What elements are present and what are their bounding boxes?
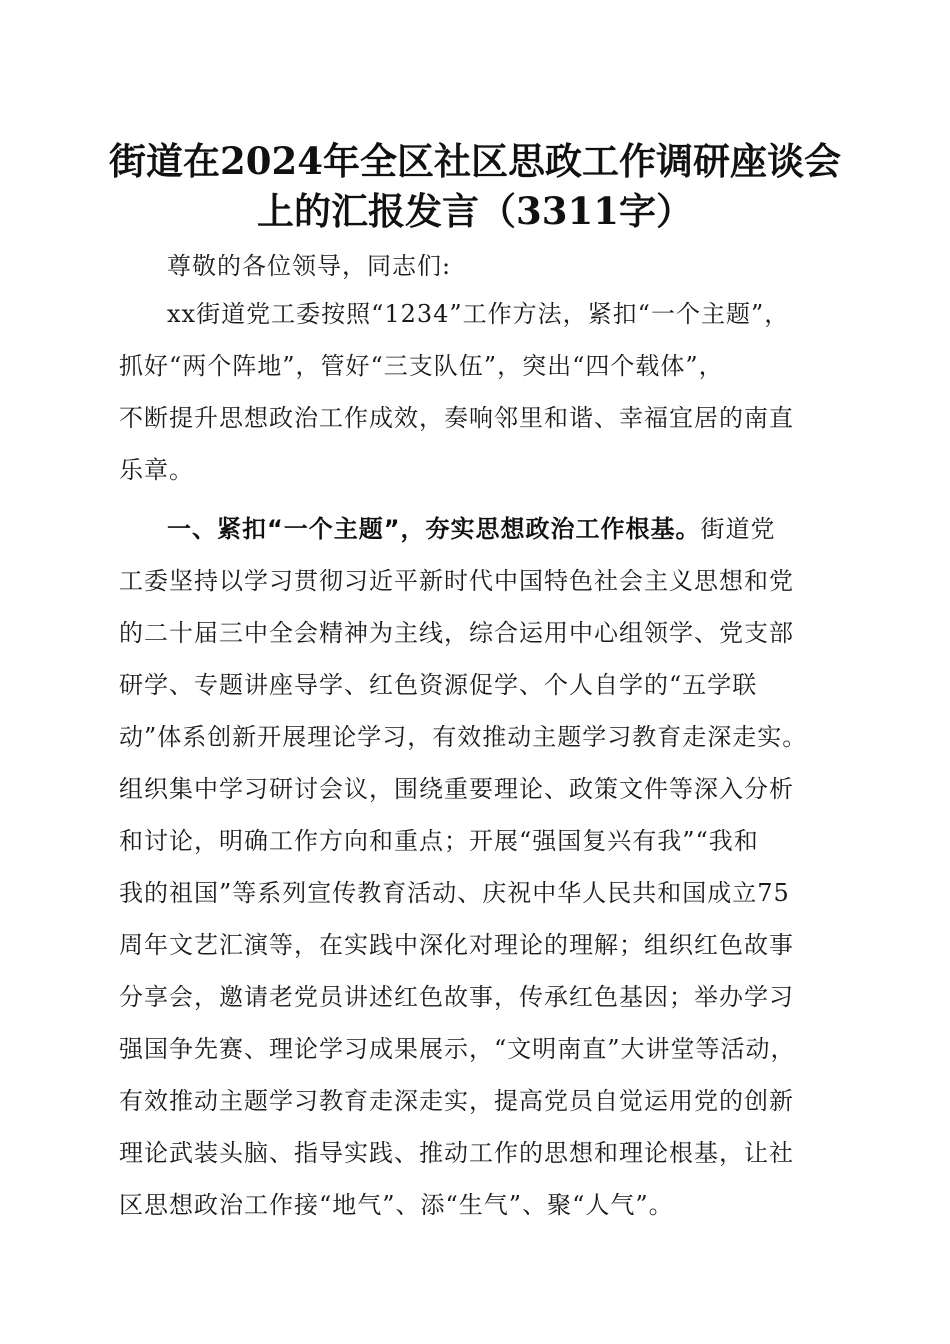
section-1-line: 的二十届三中全会精神为主线，综合运用中心组领学、党支部 — [119, 619, 794, 647]
section-1-first-line — [119, 503, 831, 555]
title-line-1: 街道在2024年全区社区思政工作调研座谈会 — [109, 139, 841, 183]
title-line-2: 上的汇报发言（3311字） — [257, 189, 693, 233]
intro-line: 乐章。 — [119, 456, 194, 484]
section-1-first-line-rest: 街道党 — [700, 515, 776, 543]
intro-line: 抓好“两个阵地”，管好“三支队伍”，突出“四个载体”， — [119, 352, 724, 380]
document-title — [100, 136, 850, 236]
section-1-line: 我的祖国”等系列宣传教育活动、庆祝中华人民共和国成立75 — [119, 879, 790, 907]
section-1-heading: 一、紧扣“一个主题”，夯实思想政治工作根基。 — [167, 515, 701, 543]
intro-paragraph — [119, 288, 831, 496]
intro-line: 不断提升思想政治工作成效，奏响邻里和谐、幸福宜居的南直 — [119, 404, 794, 432]
section-1-line: 周年文艺汇演等，在实践中深化对理论的理解；组织红色故事 — [119, 931, 794, 959]
section-1-paragraph — [119, 503, 831, 1231]
section-1-line: 研学、专题讲座导学、红色资源促学、个人自学的“五学联 — [119, 671, 758, 699]
section-1-line: 区思想政治工作接“地气”、添“生气”、聚“人气”。 — [119, 1191, 674, 1219]
section-1-line: 有效推动主题学习教育走深走实，提高党员自觉运用党的创新 — [119, 1087, 794, 1115]
intro-line: xx街道党工委按照“1234”工作方法，紧扣“一个主题”， — [167, 300, 790, 328]
section-1-line: 动”体系创新开展理论学习，有效推动主题学习教育走深走实。 — [119, 723, 808, 751]
greeting: 尊敬的各位领导，同志们: — [167, 252, 452, 280]
section-1-line: 组织集中学习研讨会议，围绕重要理论、政策文件等深入分析 — [119, 775, 794, 803]
section-1-line: 强国争先赛、理论学习成果展示，“文明南直”大讲堂等活动， — [119, 1035, 796, 1063]
section-1-line: 工委坚持以学习贯彻习近平新时代中国特色社会主义思想和党 — [119, 567, 794, 595]
section-1-line: 理论武装头脑、指导实践、推动工作的思想和理论根基，让社 — [119, 1139, 794, 1167]
document-body — [119, 240, 831, 1231]
section-1-line: 和讨论，明确工作方向和重点；开展“强国复兴有我”“我和 — [119, 827, 759, 855]
section-1-line: 分享会，邀请老党员讲述红色故事，传承红色基因；举办学习 — [119, 983, 794, 1011]
